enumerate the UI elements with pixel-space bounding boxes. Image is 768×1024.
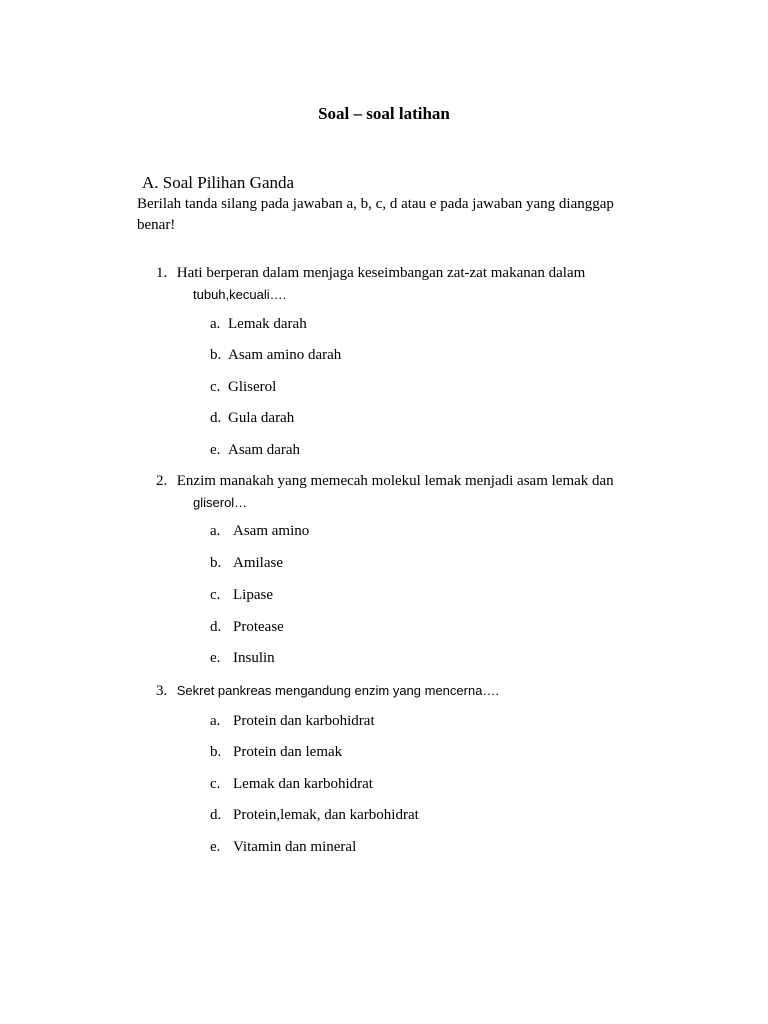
option-text: Gula darah bbox=[228, 410, 295, 426]
option-1a bbox=[210, 314, 307, 335]
option-letter: e. bbox=[210, 442, 221, 458]
question-number: 3. bbox=[156, 683, 168, 699]
question-text: Enzim manakah yang memecah molekul lemak menjadi asam lemak dan bbox=[176, 473, 614, 489]
option-letter: d. bbox=[210, 410, 222, 426]
option-text: Lemak darah bbox=[228, 316, 307, 332]
option-letter: d. bbox=[210, 807, 222, 823]
option-letter: d. bbox=[210, 619, 222, 635]
section-heading: A. Soal Pilihan Ganda bbox=[142, 173, 295, 192]
document-title: Soal – soal latihan bbox=[318, 104, 450, 123]
option-letter: e. bbox=[210, 839, 221, 855]
question-2 bbox=[156, 471, 656, 513]
option-text: Protein dan lemak bbox=[233, 744, 343, 760]
option-text: Insulin bbox=[233, 650, 275, 666]
option-1b bbox=[210, 345, 341, 366]
option-text: Amilase bbox=[233, 555, 283, 571]
option-text: Asam amino darah bbox=[228, 347, 342, 363]
option-text: Protein dan karbohidrat bbox=[233, 713, 375, 729]
option-1d bbox=[210, 408, 294, 429]
question-1 bbox=[156, 263, 656, 305]
option-text: Gliserol bbox=[228, 379, 277, 395]
option-text: Protease bbox=[233, 619, 284, 635]
option-letter: c. bbox=[210, 379, 221, 395]
option-text: Protein,lemak, dan karbohidrat bbox=[233, 807, 419, 823]
option-text: Lemak dan karbohidrat bbox=[233, 776, 373, 792]
option-3e bbox=[210, 837, 356, 858]
question-text-continued: tubuh,kecuali…. bbox=[193, 287, 287, 302]
question-number: 2. bbox=[156, 473, 168, 489]
option-2a bbox=[210, 521, 309, 542]
option-letter: a. bbox=[210, 713, 221, 729]
option-letter: b. bbox=[210, 744, 222, 760]
question-number: 1. bbox=[156, 265, 168, 281]
option-letter: a. bbox=[210, 316, 221, 332]
option-letter: e. bbox=[210, 650, 221, 666]
question-3 bbox=[156, 680, 656, 702]
option-3c bbox=[210, 774, 373, 795]
option-letter: c. bbox=[210, 776, 221, 792]
option-3d bbox=[210, 805, 419, 826]
option-2c bbox=[210, 585, 273, 606]
question-text: Hati berperan dalam menjaga keseimbangan zat-zat makanan dalam bbox=[176, 265, 586, 281]
question-text-continued: gliserol… bbox=[193, 495, 248, 510]
option-letter: b. bbox=[210, 347, 222, 363]
option-text: Lipase bbox=[233, 587, 273, 603]
option-2d bbox=[210, 617, 284, 638]
option-1e bbox=[210, 440, 300, 461]
option-3a bbox=[210, 711, 375, 732]
option-text: Asam darah bbox=[228, 442, 301, 458]
question-text: Sekret pankreas mengandung enzim yang mencerna…. bbox=[176, 683, 500, 698]
option-letter: b. bbox=[210, 555, 222, 571]
option-3b bbox=[210, 742, 342, 763]
option-text: Vitamin dan mineral bbox=[233, 839, 357, 855]
option-2b bbox=[210, 553, 283, 574]
option-2e bbox=[210, 648, 275, 669]
option-letter: c. bbox=[210, 587, 221, 603]
option-1c bbox=[210, 377, 276, 398]
option-letter: a. bbox=[210, 523, 221, 539]
option-text: Asam amino bbox=[233, 523, 310, 539]
instruction-text: Berilah tanda silang pada jawaban a, b, c, d atau e pada jawaban yang dianggap benar! bbox=[137, 196, 614, 233]
